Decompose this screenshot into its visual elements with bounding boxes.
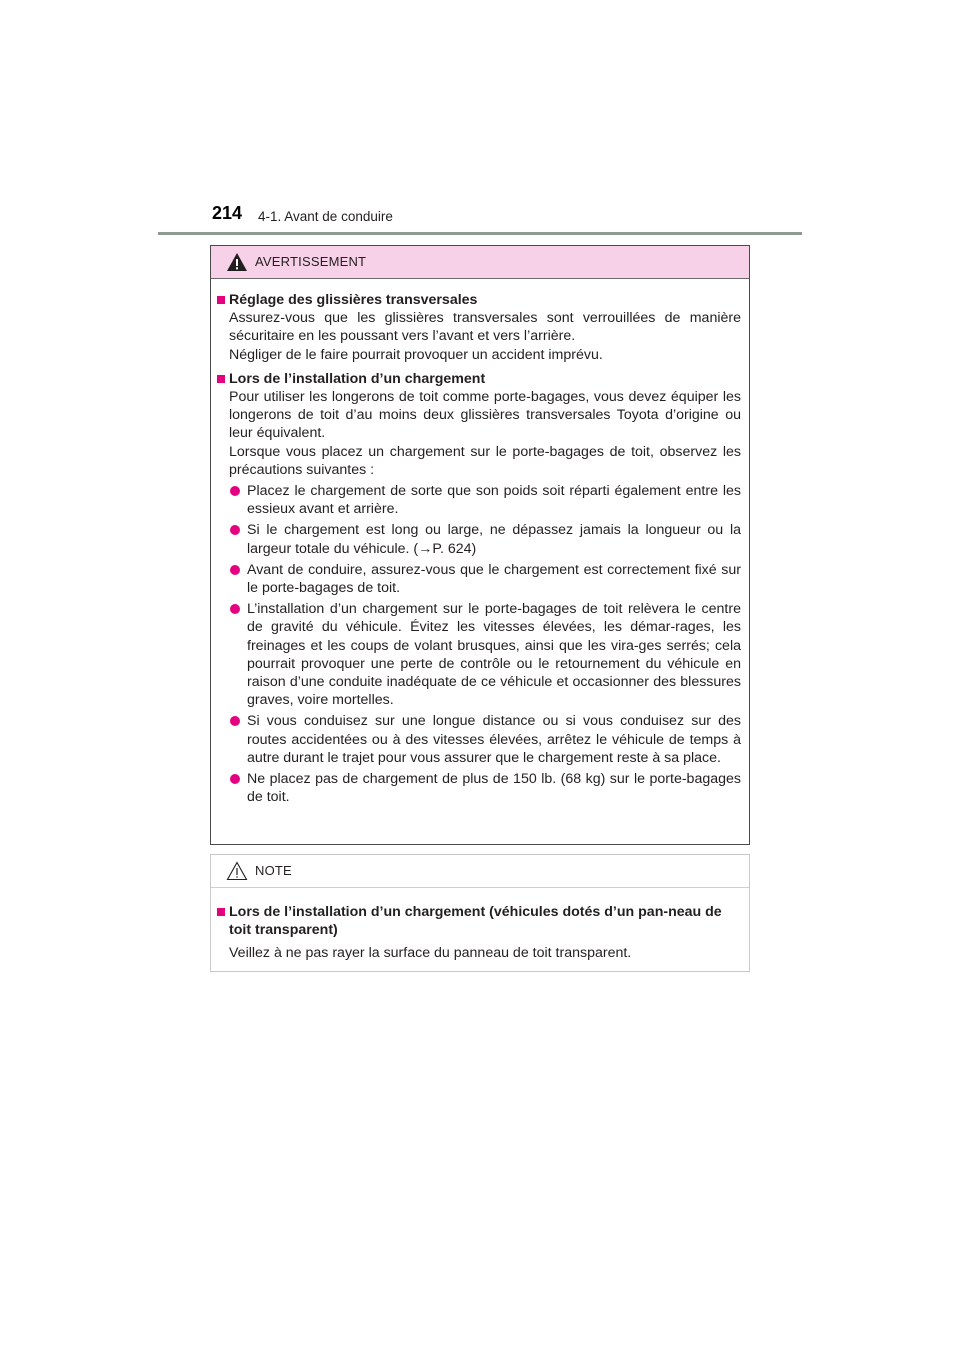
list-item: Avant de conduire, assurez-vous que le chargement est correctement fixé sur le porte-bagages de toit. bbox=[217, 561, 741, 597]
note-box bbox=[210, 854, 750, 972]
square-bullet-icon bbox=[217, 375, 225, 383]
page-header bbox=[212, 203, 812, 231]
paragraph: Veillez à ne pas rayer la surface du panneau de toit transparent. bbox=[229, 945, 632, 962]
header-rule bbox=[158, 232, 802, 235]
note-header bbox=[211, 855, 749, 888]
note-title: NOTE bbox=[255, 863, 292, 878]
note-content bbox=[211, 888, 749, 963]
paragraph: Assurez-vous que les glissières transversales sont verrouillées de manière sécuritaire en les poussant vers l’avant et vers l’arrière. bbox=[229, 310, 741, 345]
list-item: Si vous conduisez sur une longue distance ou si vous conduisez sur des routes accidentées ou à des vitesses élevées, arrêtez le véhicule de temps à autre durant le trajet pour vous assurer que le chargement reste à sa place. bbox=[217, 712, 741, 767]
list-item: Ne placez pas de chargement de plus de 150 lb. (68 kg) sur le porte-bagages de toit. bbox=[217, 770, 741, 806]
square-bullet-icon bbox=[217, 908, 225, 916]
round-bullet-icon bbox=[230, 604, 240, 614]
paragraph: Lorsque vous placez un chargement sur le porte-bagages de toit, observez les précautions suivantes : bbox=[229, 443, 741, 478]
round-bullet-icon bbox=[230, 486, 240, 496]
caution-triangle-outline-icon bbox=[226, 861, 248, 881]
list-item: Si le chargement est long ou large, ne dépassez jamais la longueur ou la largeur totale du véhicule. (→P. 624) bbox=[217, 521, 741, 557]
warning-header bbox=[211, 246, 749, 279]
warning-content bbox=[211, 279, 749, 806]
page-number: 214 bbox=[212, 203, 243, 223]
paragraph: Pour utiliser les longerons de toit comme porte-bagages, vous devez équiper les longerons de toit d’au moins deux glissières transversales Toyota d’origine ou leur équivalent. bbox=[229, 389, 741, 442]
round-bullet-icon bbox=[230, 525, 240, 535]
section-heading: Lors de l’installation d’un chargement (véhicules dotés d’un pan-neau de toit transparent) bbox=[217, 903, 741, 939]
list-item: L’installation d’un chargement sur le porte-bagages de toit relèvera le centre de gravité du véhicule. Évitez les vitesses élevées, les démar-rages, les freinages et les coups de volant brusques, ainsi que les vira-ges serrés; cela pourrait provoquer une perte de contrôle ou le retournement du véhicule en raison d’une conduite inadéquate de ce véhicule et occasionner des blessures graves, voire mortelles. bbox=[217, 600, 741, 709]
section-heading: Réglage des glissières transversales bbox=[217, 291, 741, 309]
square-bullet-icon bbox=[217, 296, 225, 304]
section-title: 4-1. Avant de conduire bbox=[258, 209, 393, 224]
list-item: Placez le chargement de sorte que son poids soit réparti également entre les essieux avant et arrière. bbox=[217, 482, 741, 518]
warning-box bbox=[210, 245, 750, 845]
round-bullet-icon bbox=[230, 565, 240, 575]
paragraph: Négliger de le faire pourrait provoquer un accident imprévu. bbox=[229, 346, 603, 363]
round-bullet-icon bbox=[230, 774, 240, 784]
round-bullet-icon bbox=[230, 716, 240, 726]
warning-title: AVERTISSEMENT bbox=[255, 254, 367, 269]
warning-triangle-icon bbox=[226, 252, 248, 272]
section-heading: Lors de l’installation d’un chargement bbox=[217, 370, 741, 388]
